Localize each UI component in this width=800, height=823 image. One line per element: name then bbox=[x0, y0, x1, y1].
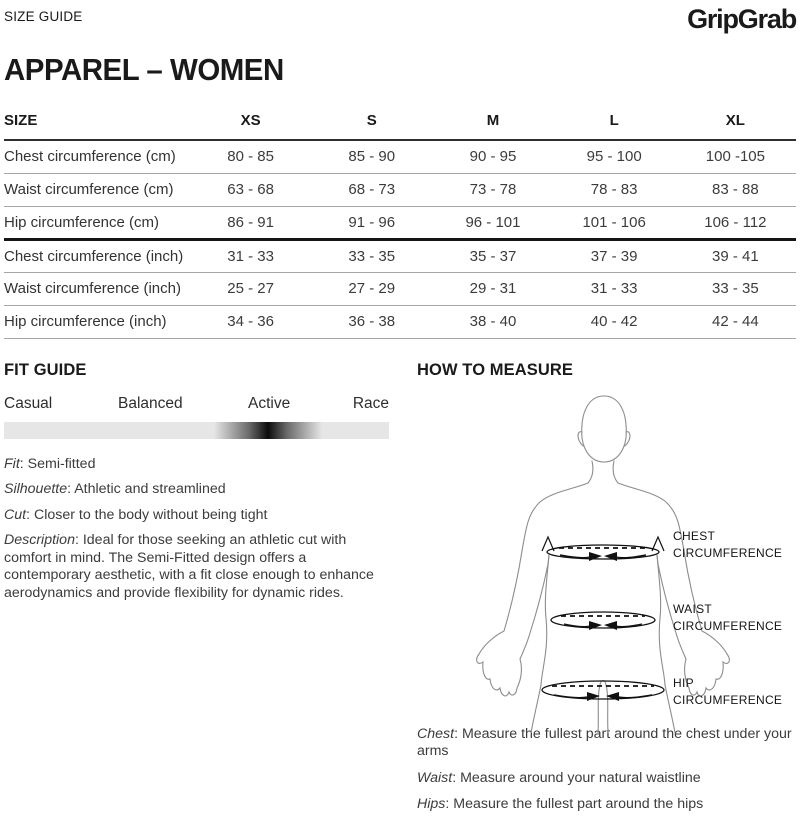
cell-value: 86 - 91 bbox=[227, 213, 274, 231]
col-header-xs: XS bbox=[240, 112, 261, 129]
cell-value: 80 - 85 bbox=[227, 148, 274, 166]
chest-circumference-label: CHEST CIRCUMFERENCE bbox=[673, 528, 783, 560]
cell-value: 37 - 39 bbox=[590, 247, 638, 265]
cell-value: 33 - 35 bbox=[348, 247, 396, 265]
chest-measure-ring bbox=[542, 537, 664, 561]
row-label: Waist circumference (cm) bbox=[4, 181, 174, 198]
measure-tip-hips: Hips: Measure the fullest part around the hips bbox=[417, 796, 704, 812]
cell-value: 29 - 31 bbox=[469, 280, 517, 297]
scale-label-race: Race bbox=[352, 394, 389, 412]
fit-attribute-label: Fit bbox=[4, 455, 20, 472]
fit-scale-gradient-bar bbox=[4, 422, 389, 439]
row-label: Chest circumference (cm) bbox=[4, 148, 176, 166]
col-header-size: SIZE bbox=[4, 112, 38, 129]
table-row bbox=[4, 173, 796, 206]
size-table bbox=[4, 112, 796, 339]
table-row bbox=[4, 140, 796, 173]
cell-value: 25 - 27 bbox=[227, 280, 274, 297]
cell-value: 36 - 38 bbox=[348, 313, 396, 330]
fit-scale-labels bbox=[4, 395, 389, 414]
fit-description: Description: Ideal for those seeking an athletic cut with comfort in mind. The Semi-Fitted design offers a contemporary aesthetic, with a fit close enough to enhance aerodynamics and provide flexibility for dynamic rides. bbox=[4, 532, 374, 601]
scale-label-active: Active bbox=[248, 394, 291, 412]
row-label: Hip circumference (inch) bbox=[4, 313, 167, 330]
measure-tips bbox=[417, 726, 796, 814]
cell-value: 34 - 36 bbox=[227, 313, 274, 330]
cell-value: 95 - 100 bbox=[586, 148, 642, 166]
hip-circumference-label: HIP CIRCUMFERENCE bbox=[673, 675, 783, 707]
cell-value: 68 - 73 bbox=[348, 181, 396, 198]
how-to-measure-section bbox=[417, 361, 796, 823]
table-row bbox=[4, 272, 796, 305]
cell-value: 96 - 101 bbox=[465, 213, 521, 231]
cell-value: 31 - 33 bbox=[227, 247, 274, 265]
cell-value: 27 - 29 bbox=[348, 280, 396, 297]
fit-guide-heading: FIT GUIDE bbox=[4, 360, 87, 379]
fit-guide-section bbox=[4, 361, 389, 823]
fit-attribute: Silhouette: Athletic and streamlined bbox=[4, 481, 226, 497]
hip-measure-ring bbox=[542, 681, 664, 701]
cell-value: 39 - 41 bbox=[712, 247, 759, 265]
size-table-header-row bbox=[4, 112, 796, 140]
how-to-measure-heading: HOW TO MEASURE bbox=[417, 360, 574, 379]
waist-measure-ring bbox=[551, 612, 655, 630]
fit-attribute-label: Cut bbox=[4, 506, 27, 523]
col-header-m: M bbox=[486, 112, 500, 129]
cell-value: 35 - 37 bbox=[469, 247, 517, 265]
cell-value: 91 - 96 bbox=[348, 213, 396, 231]
cell-value: 33 - 35 bbox=[712, 280, 759, 297]
page-title: APPAREL – WOMEN bbox=[4, 52, 284, 87]
fit-attribute: Fit: Semi-fitted bbox=[4, 455, 96, 472]
cell-value: 100 -105 bbox=[705, 148, 765, 166]
cell-value: 101 - 106 bbox=[582, 213, 646, 231]
cell-value: 40 - 42 bbox=[590, 313, 638, 330]
row-label: Waist circumference (inch) bbox=[4, 280, 181, 297]
page-eyebrow: SIZE GUIDE bbox=[4, 9, 83, 24]
topbar bbox=[4, 6, 796, 33]
gripgrab-logo: GripGrab bbox=[687, 4, 796, 34]
fit-attribute-label: Silhouette bbox=[4, 481, 68, 497]
cell-value: 106 - 112 bbox=[704, 213, 767, 231]
measure-tip-chest: Chest: Measure the fullest part around the chest under your arms bbox=[417, 725, 792, 759]
table-row bbox=[4, 206, 796, 239]
fit-attribute: Cut: Closer to the body without being tight bbox=[4, 506, 268, 523]
cell-value: 90 - 95 bbox=[469, 148, 517, 166]
row-label: Chest circumference (inch) bbox=[4, 247, 184, 265]
cell-value: 42 - 44 bbox=[712, 313, 759, 330]
scale-label-casual: Casual bbox=[4, 394, 53, 412]
cell-value: 38 - 40 bbox=[469, 313, 517, 330]
scale-label-balanced: Balanced bbox=[118, 394, 183, 412]
col-header-xl: XL bbox=[725, 112, 745, 129]
cell-value: 85 - 90 bbox=[348, 148, 396, 166]
cell-value: 83 - 88 bbox=[712, 181, 759, 198]
table-row bbox=[4, 305, 796, 338]
measure-tip-waist: Waist: Measure around your natural waistline bbox=[417, 769, 701, 786]
waist-circumference-label: WAIST CIRCUMFERENCE bbox=[673, 601, 783, 633]
col-header-s: S bbox=[366, 112, 377, 129]
fit-attribute-label: Description bbox=[4, 532, 75, 548]
cell-value: 63 - 68 bbox=[227, 181, 274, 198]
row-label: Hip circumference (cm) bbox=[4, 213, 160, 231]
table-row bbox=[4, 239, 796, 272]
cell-value: 31 - 33 bbox=[590, 280, 638, 297]
measurement-figure bbox=[417, 384, 796, 726]
cell-value: 78 - 83 bbox=[590, 181, 638, 198]
col-header-l: L bbox=[609, 112, 619, 129]
cell-value: 73 - 78 bbox=[469, 181, 517, 198]
